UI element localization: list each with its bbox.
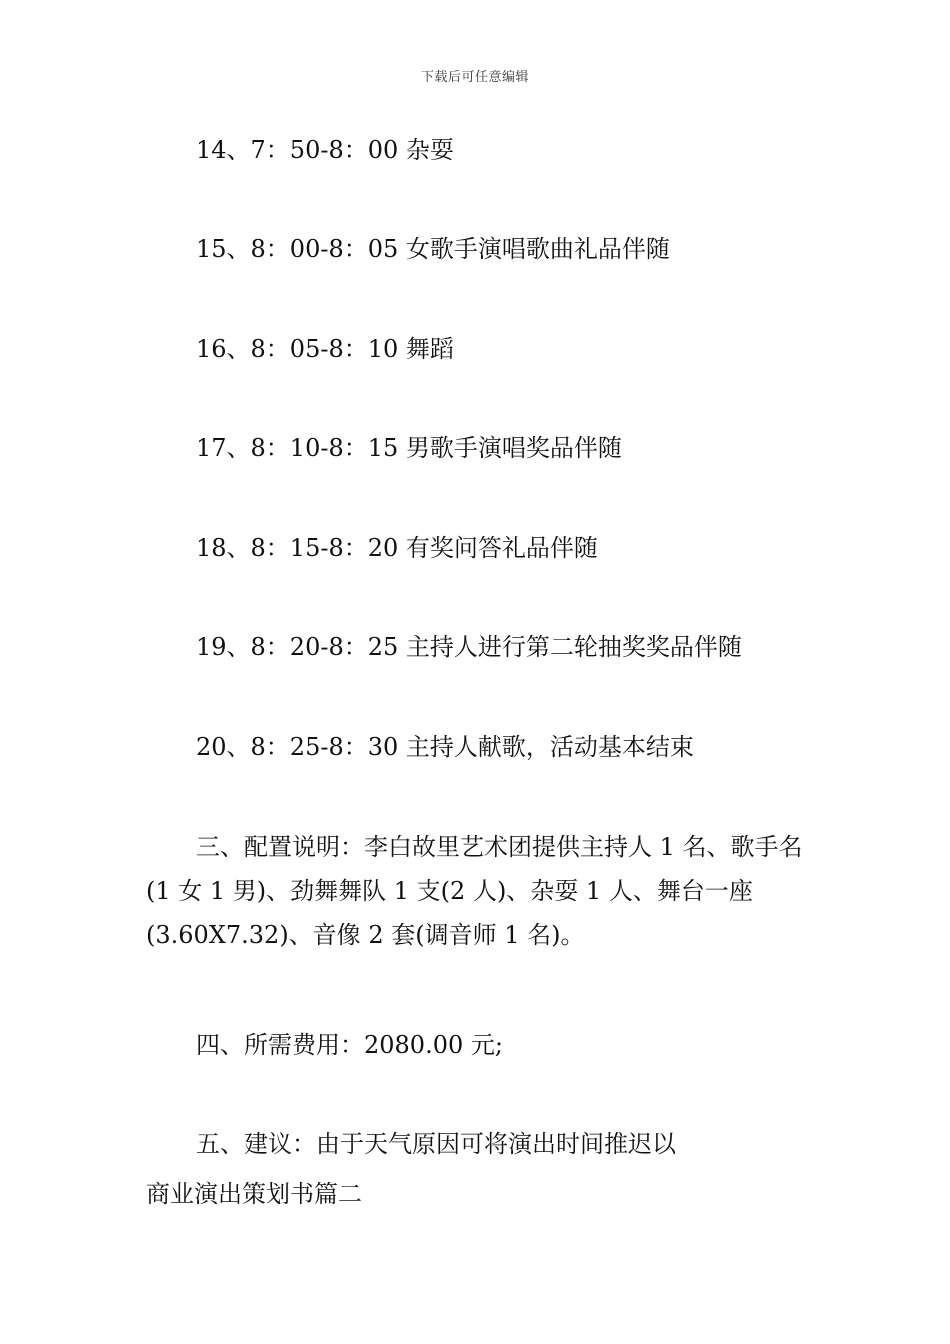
schedule-item: 14、7：50-8：00 杂耍 [196,136,454,164]
section-title: 商业演出策划书篇二 [146,1180,362,1208]
cost-paragraph: 四、所需费用：2080.00 元; [196,1031,503,1059]
header-note: 下载后可任意编辑 [420,70,529,85]
schedule-item: 17、8：10-8：15 男歌手演唱奖品伴随 [196,434,622,462]
schedule-item: 18、8：15-8：20 有奖问答礼品伴随 [196,534,598,562]
schedule-item: 19、8：20-8：25 主持人进行第二轮抽奖奖品伴随 [196,633,742,661]
schedule-item: 16、8：05-8：10 舞蹈 [196,335,454,363]
config-paragraph: 三、配置说明：李白故里艺术团提供主持人 1 名、歌手名(1 女 1 男)、劲舞舞队 1 支(2 人)、杂耍 1 人、舞台一座(3.60X7.32)、音像 2 套(调音师 1 名)。 [146,833,803,949]
suggestion-paragraph: 五、建议：由于天气原因可将演出时间推迟以 [196,1130,676,1158]
schedule-item: 20、8：25-8：30 主持人献歌，活动基本结束 [196,733,694,761]
schedule-item: 15、8：00-8：05 女歌手演唱歌曲礼品伴随 [196,235,670,263]
